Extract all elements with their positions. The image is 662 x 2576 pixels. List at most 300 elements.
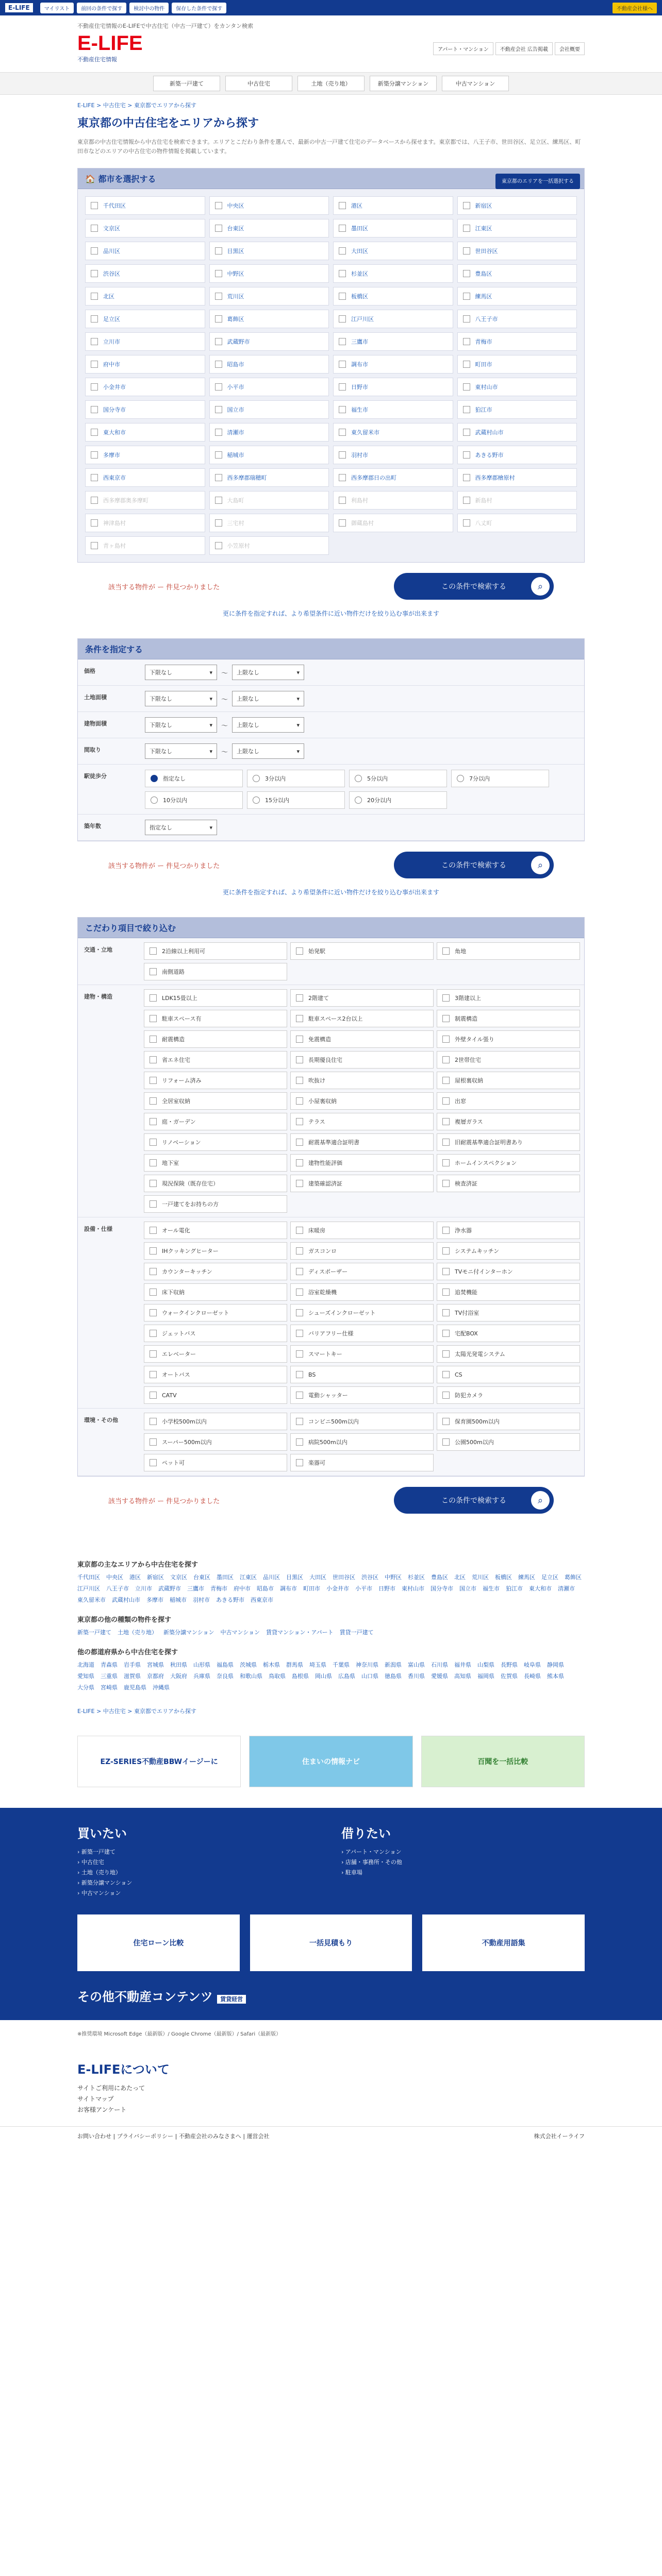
link-item[interactable]: 宮城県 bbox=[147, 1662, 164, 1669]
prev-cond-button[interactable]: 前回の条件で探す bbox=[77, 3, 126, 13]
link-item[interactable]: 東久留米市 bbox=[77, 1597, 106, 1604]
checkbox[interactable] bbox=[150, 1289, 157, 1296]
checkbox[interactable] bbox=[150, 947, 157, 955]
search-button[interactable]: この条件で検索する ⌕ bbox=[394, 1487, 554, 1514]
city-option[interactable] bbox=[333, 310, 453, 328]
link-item[interactable]: 新築一戸建て bbox=[77, 1629, 111, 1636]
city-option[interactable] bbox=[333, 332, 453, 351]
other-badge[interactable]: 賃貸経営 bbox=[217, 1995, 246, 2004]
checkbox[interactable] bbox=[463, 383, 470, 391]
checkbox[interactable] bbox=[91, 202, 98, 209]
checkbox[interactable] bbox=[296, 1118, 303, 1125]
feature-checkbox[interactable] bbox=[437, 1345, 580, 1363]
checkbox[interactable] bbox=[442, 947, 450, 955]
checkbox[interactable] bbox=[296, 1180, 303, 1187]
city-option[interactable] bbox=[209, 536, 329, 555]
checkbox[interactable] bbox=[91, 247, 98, 255]
city-option[interactable] bbox=[457, 514, 577, 532]
checkbox[interactable] bbox=[150, 1418, 157, 1425]
checkbox[interactable] bbox=[296, 1438, 303, 1446]
feature-checkbox[interactable] bbox=[144, 1263, 287, 1280]
feature-checkbox[interactable] bbox=[144, 1175, 287, 1192]
nav-new-mansion[interactable]: 新築分譲マンション bbox=[370, 76, 437, 91]
link-item[interactable]: 調布市 bbox=[280, 1585, 297, 1592]
checkbox[interactable] bbox=[463, 202, 470, 209]
link-item[interactable]: 渋谷区 bbox=[361, 1574, 378, 1581]
checkbox[interactable] bbox=[442, 1227, 450, 1234]
link-item[interactable]: 江東区 bbox=[240, 1574, 257, 1581]
checkbox[interactable] bbox=[442, 1056, 450, 1063]
feature-checkbox[interactable] bbox=[437, 1242, 580, 1260]
checkbox[interactable] bbox=[296, 994, 303, 1002]
checkbox[interactable] bbox=[442, 1139, 450, 1146]
feature-checkbox[interactable] bbox=[437, 1413, 580, 1430]
checkbox[interactable] bbox=[215, 542, 222, 549]
checkbox[interactable] bbox=[296, 1350, 303, 1358]
feature-checkbox[interactable] bbox=[144, 1051, 287, 1069]
nav-new-house[interactable]: 新築一戸建て bbox=[153, 76, 220, 91]
link-item[interactable]: 世田谷区 bbox=[333, 1574, 355, 1581]
link-item[interactable]: 青梅市 bbox=[210, 1585, 227, 1592]
city-option[interactable] bbox=[457, 264, 577, 283]
feature-checkbox[interactable] bbox=[144, 1433, 287, 1451]
city-option[interactable] bbox=[457, 355, 577, 374]
min-select[interactable] bbox=[145, 691, 217, 706]
walk-option[interactable] bbox=[145, 770, 243, 787]
city-option[interactable] bbox=[333, 264, 453, 283]
checkbox[interactable] bbox=[339, 247, 346, 255]
link-item[interactable]: 滋賀県 bbox=[124, 1673, 141, 1680]
link-item[interactable]: 足立区 bbox=[541, 1574, 558, 1581]
checkbox[interactable] bbox=[463, 225, 470, 232]
checkbox[interactable] bbox=[150, 1056, 157, 1063]
checkbox[interactable] bbox=[463, 315, 470, 323]
feature-checkbox[interactable] bbox=[290, 1072, 434, 1089]
feature-checkbox[interactable] bbox=[290, 1283, 434, 1301]
checkbox[interactable] bbox=[339, 315, 346, 323]
link-item[interactable]: あきる野市 bbox=[216, 1597, 244, 1604]
checkbox[interactable] bbox=[296, 1392, 303, 1399]
feature-checkbox[interactable] bbox=[144, 1113, 287, 1130]
link-item[interactable]: 武蔵村山市 bbox=[112, 1597, 140, 1604]
link-item[interactable]: 熊本県 bbox=[547, 1673, 564, 1680]
checkbox[interactable] bbox=[296, 1289, 303, 1296]
checkbox[interactable] bbox=[339, 293, 346, 300]
link-item[interactable]: 北区 bbox=[454, 1574, 466, 1581]
feature-checkbox[interactable] bbox=[144, 1304, 287, 1321]
footer-link[interactable]: › 新築分譲マンション bbox=[77, 1879, 133, 1887]
link-item[interactable]: 新潟県 bbox=[385, 1662, 402, 1669]
checkbox[interactable] bbox=[442, 1159, 450, 1166]
checkbox[interactable] bbox=[463, 270, 470, 277]
checkbox[interactable] bbox=[442, 1268, 450, 1275]
link-item[interactable]: 清瀬市 bbox=[558, 1585, 575, 1592]
feature-checkbox[interactable] bbox=[437, 1263, 580, 1280]
checkbox[interactable] bbox=[150, 968, 157, 975]
feature-checkbox[interactable] bbox=[437, 1283, 580, 1301]
checkbox[interactable] bbox=[463, 361, 470, 368]
city-option[interactable] bbox=[333, 355, 453, 374]
city-option[interactable] bbox=[209, 219, 329, 238]
walk-option[interactable] bbox=[145, 791, 243, 809]
feature-checkbox[interactable] bbox=[144, 1345, 287, 1363]
link-item[interactable]: 千代田区 bbox=[77, 1574, 100, 1581]
checkbox[interactable] bbox=[463, 293, 470, 300]
link-item[interactable]: 高知県 bbox=[454, 1673, 471, 1680]
link-item[interactable]: 鳥取県 bbox=[269, 1673, 286, 1680]
link-item[interactable]: 埼玉県 bbox=[309, 1662, 326, 1669]
feature-checkbox[interactable] bbox=[144, 1386, 287, 1404]
checkbox[interactable] bbox=[463, 338, 470, 345]
banner[interactable]: 住まいの情報ナビ bbox=[249, 1736, 412, 1787]
checkbox[interactable] bbox=[339, 497, 346, 504]
checkbox[interactable] bbox=[91, 451, 98, 459]
checkbox[interactable] bbox=[91, 293, 98, 300]
city-option[interactable] bbox=[85, 219, 205, 238]
feature-checkbox[interactable] bbox=[290, 1010, 434, 1027]
checkbox[interactable] bbox=[91, 429, 98, 436]
checkbox[interactable] bbox=[296, 1418, 303, 1425]
walk-option[interactable] bbox=[247, 791, 345, 809]
city-option[interactable] bbox=[85, 264, 205, 283]
checkbox[interactable] bbox=[296, 1459, 303, 1466]
link-item[interactable]: 台東区 bbox=[193, 1574, 210, 1581]
checkbox[interactable] bbox=[463, 519, 470, 527]
checkbox[interactable] bbox=[215, 247, 222, 255]
city-option[interactable] bbox=[85, 332, 205, 351]
banner[interactable]: 百聞を一括比較 bbox=[421, 1736, 585, 1787]
city-option[interactable] bbox=[457, 242, 577, 260]
link-item[interactable]: 三鷹市 bbox=[187, 1585, 204, 1592]
link-item[interactable]: 沖縄県 bbox=[153, 1684, 170, 1691]
feature-checkbox[interactable] bbox=[290, 1304, 434, 1321]
link-item[interactable]: 目黒区 bbox=[286, 1574, 303, 1581]
footer-link[interactable]: › 新築一戸建て bbox=[77, 1849, 115, 1856]
footer-banner[interactable]: 一括見積もり bbox=[250, 1914, 412, 1971]
link-item[interactable]: 大分県 bbox=[77, 1684, 94, 1691]
feature-checkbox[interactable] bbox=[437, 1113, 580, 1130]
feature-checkbox[interactable] bbox=[437, 1072, 580, 1089]
city-option[interactable] bbox=[333, 378, 453, 396]
feature-checkbox[interactable] bbox=[144, 1325, 287, 1342]
about-link[interactable]: お客様アンケート bbox=[77, 2106, 127, 2114]
checkbox[interactable] bbox=[150, 1159, 157, 1166]
feature-checkbox[interactable] bbox=[290, 1433, 434, 1451]
link-item[interactable]: 北海道 bbox=[77, 1662, 94, 1669]
link-item[interactable]: 賃貸マンション・アパート bbox=[266, 1629, 334, 1636]
checkbox[interactable] bbox=[463, 451, 470, 459]
footer-links[interactable]: お問い合わせ | プライバシーポリシー | 不動産会社のみなさまへ | 運営会社 bbox=[77, 2133, 270, 2140]
max-select[interactable] bbox=[232, 665, 304, 680]
feature-checkbox[interactable] bbox=[290, 1092, 434, 1110]
checkbox[interactable] bbox=[215, 519, 222, 527]
footer-link[interactable]: › 土地（売り地） bbox=[77, 1869, 121, 1876]
feature-checkbox[interactable] bbox=[144, 1154, 287, 1172]
city-option[interactable] bbox=[333, 491, 453, 510]
link-item[interactable]: 板橋区 bbox=[495, 1574, 512, 1581]
link-item[interactable]: 府中市 bbox=[234, 1585, 251, 1592]
link-item[interactable]: 愛媛県 bbox=[431, 1673, 448, 1680]
city-option[interactable] bbox=[209, 196, 329, 215]
link-item[interactable]: 宮崎県 bbox=[101, 1684, 118, 1691]
link-item[interactable]: 武蔵野市 bbox=[158, 1585, 181, 1592]
checkbox[interactable] bbox=[296, 1227, 303, 1234]
checkbox[interactable] bbox=[150, 1459, 157, 1466]
checkbox[interactable] bbox=[150, 1180, 157, 1187]
link-item[interactable]: 香川県 bbox=[408, 1673, 425, 1680]
city-option[interactable] bbox=[85, 400, 205, 419]
checkbox[interactable] bbox=[150, 1097, 157, 1105]
walk-option[interactable] bbox=[349, 791, 447, 809]
checkbox[interactable] bbox=[215, 497, 222, 504]
checkbox[interactable] bbox=[215, 474, 222, 481]
checkbox[interactable] bbox=[296, 1015, 303, 1022]
feature-checkbox[interactable] bbox=[290, 1113, 434, 1130]
feature-checkbox[interactable] bbox=[290, 1345, 434, 1363]
checkbox[interactable] bbox=[91, 519, 98, 527]
feature-checkbox[interactable] bbox=[437, 1366, 580, 1383]
walk-option[interactable] bbox=[247, 770, 345, 787]
feature-checkbox[interactable] bbox=[144, 1133, 287, 1151]
checkbox[interactable] bbox=[215, 293, 222, 300]
link-item[interactable]: 新宿区 bbox=[147, 1574, 164, 1581]
min-select[interactable] bbox=[145, 665, 217, 680]
city-option[interactable] bbox=[85, 310, 205, 328]
feature-checkbox[interactable] bbox=[144, 989, 287, 1007]
checkbox[interactable] bbox=[215, 315, 222, 323]
checkbox[interactable] bbox=[442, 994, 450, 1002]
checkbox[interactable] bbox=[150, 1330, 157, 1337]
link-item[interactable]: 墨田区 bbox=[217, 1574, 234, 1581]
link-item[interactable]: 江戸川区 bbox=[77, 1585, 100, 1592]
city-option[interactable] bbox=[333, 287, 453, 306]
checkbox[interactable] bbox=[150, 1139, 157, 1146]
city-option[interactable] bbox=[209, 264, 329, 283]
checkbox[interactable] bbox=[339, 429, 346, 436]
city-option[interactable] bbox=[457, 446, 577, 464]
link-item[interactable]: 茨城県 bbox=[240, 1662, 257, 1669]
link-item[interactable]: 国分寺市 bbox=[431, 1585, 453, 1592]
feature-checkbox[interactable] bbox=[290, 1030, 434, 1048]
checkbox[interactable] bbox=[150, 1118, 157, 1125]
link-item[interactable]: 福生市 bbox=[483, 1585, 500, 1592]
feature-checkbox[interactable] bbox=[144, 1222, 287, 1239]
nav-used-house[interactable]: 中古住宅 bbox=[225, 76, 292, 91]
feature-checkbox[interactable] bbox=[437, 1010, 580, 1027]
link-item[interactable]: 栃木県 bbox=[263, 1662, 280, 1669]
link-item[interactable]: 岩手県 bbox=[124, 1662, 141, 1669]
feature-checkbox[interactable] bbox=[290, 1413, 434, 1430]
checkbox[interactable] bbox=[296, 1268, 303, 1275]
checkbox[interactable] bbox=[442, 1077, 450, 1084]
city-option[interactable] bbox=[457, 287, 577, 306]
city-option[interactable] bbox=[209, 378, 329, 396]
min-select[interactable] bbox=[145, 717, 217, 733]
checkbox[interactable] bbox=[463, 474, 470, 481]
header-link[interactable]: 会社概要 bbox=[555, 42, 585, 55]
search-button[interactable]: この条件で検索する ⌕ bbox=[394, 852, 554, 878]
city-option[interactable] bbox=[333, 400, 453, 419]
city-option[interactable] bbox=[457, 491, 577, 510]
link-item[interactable]: 愛知県 bbox=[77, 1673, 94, 1680]
checkbox[interactable] bbox=[442, 1438, 450, 1446]
feature-checkbox[interactable] bbox=[437, 1051, 580, 1069]
about-link[interactable]: サイトマップ bbox=[77, 2095, 114, 2103]
link-item[interactable]: 鹿児島県 bbox=[124, 1684, 146, 1691]
link-item[interactable]: 広島県 bbox=[338, 1673, 355, 1680]
checkbox[interactable] bbox=[296, 1077, 303, 1084]
link-item[interactable]: 山形県 bbox=[193, 1662, 210, 1669]
city-option[interactable] bbox=[85, 423, 205, 442]
checkbox[interactable] bbox=[91, 225, 98, 232]
checkbox[interactable] bbox=[296, 1036, 303, 1043]
link-item[interactable]: 狛江市 bbox=[506, 1585, 523, 1592]
footer-banner[interactable]: 不動産用語集 bbox=[422, 1914, 585, 1971]
link-item[interactable]: 荒川区 bbox=[472, 1574, 489, 1581]
city-option[interactable] bbox=[209, 287, 329, 306]
link-item[interactable]: 秋田県 bbox=[170, 1662, 187, 1669]
city-option[interactable] bbox=[85, 287, 205, 306]
checkbox[interactable] bbox=[91, 383, 98, 391]
link-item[interactable]: 新築分譲マンション bbox=[163, 1629, 214, 1636]
header-link[interactable]: 不動産会社 広告掲載 bbox=[495, 42, 553, 55]
link-item[interactable]: 静岡県 bbox=[547, 1662, 564, 1669]
link-item[interactable]: 福島県 bbox=[217, 1662, 234, 1669]
checkbox[interactable] bbox=[215, 270, 222, 277]
link-item[interactable]: 奈良県 bbox=[217, 1673, 234, 1680]
link-item[interactable]: 日野市 bbox=[378, 1585, 395, 1592]
feature-checkbox[interactable] bbox=[437, 1133, 580, 1151]
link-item[interactable]: 千葉県 bbox=[333, 1662, 350, 1669]
saved-cond-button[interactable]: 保存した条件で探す bbox=[172, 3, 226, 13]
city-option[interactable] bbox=[209, 446, 329, 464]
feature-checkbox[interactable] bbox=[437, 1092, 580, 1110]
max-select[interactable] bbox=[232, 717, 304, 733]
feature-checkbox[interactable] bbox=[290, 1454, 434, 1471]
checkbox[interactable] bbox=[442, 1309, 450, 1316]
feature-checkbox[interactable] bbox=[290, 942, 434, 960]
checkbox[interactable] bbox=[339, 383, 346, 391]
link-item[interactable]: 小金井市 bbox=[326, 1585, 349, 1592]
checkbox[interactable] bbox=[150, 1015, 157, 1022]
banner[interactable]: EZ-SERIES不動産BBWイージーに bbox=[77, 1736, 241, 1787]
checkbox[interactable] bbox=[442, 1015, 450, 1022]
footer-link[interactable]: › 店舗・事務所・その他 bbox=[341, 1859, 402, 1866]
link-item[interactable]: 中古マンション bbox=[220, 1629, 260, 1636]
link-item[interactable]: 東村山市 bbox=[402, 1585, 424, 1592]
feature-checkbox[interactable] bbox=[144, 942, 287, 960]
city-option[interactable] bbox=[457, 196, 577, 215]
link-item[interactable]: 京都府 bbox=[147, 1673, 164, 1680]
checkbox[interactable] bbox=[91, 361, 98, 368]
checkbox[interactable] bbox=[296, 1309, 303, 1316]
feature-checkbox[interactable] bbox=[290, 1263, 434, 1280]
city-option[interactable] bbox=[209, 242, 329, 260]
city-option[interactable] bbox=[457, 400, 577, 419]
link-item[interactable]: 山口県 bbox=[361, 1673, 378, 1680]
feature-checkbox[interactable] bbox=[437, 1433, 580, 1451]
checkbox[interactable] bbox=[296, 1371, 303, 1378]
link-item[interactable]: 立川市 bbox=[135, 1585, 152, 1592]
link-item[interactable]: 葛飾区 bbox=[565, 1574, 582, 1581]
checkbox[interactable] bbox=[442, 1097, 450, 1105]
feature-checkbox[interactable] bbox=[290, 989, 434, 1007]
checkbox[interactable] bbox=[463, 429, 470, 436]
feature-checkbox[interactable] bbox=[144, 1195, 287, 1213]
checkbox[interactable] bbox=[442, 1036, 450, 1043]
checkbox[interactable] bbox=[339, 225, 346, 232]
city-option[interactable] bbox=[209, 355, 329, 374]
link-item[interactable]: 福井県 bbox=[454, 1662, 471, 1669]
link-item[interactable]: 町田市 bbox=[303, 1585, 320, 1592]
nav-land[interactable]: 土地（売り地） bbox=[297, 76, 365, 91]
checkbox[interactable] bbox=[296, 1159, 303, 1166]
link-item[interactable]: 大田区 bbox=[309, 1574, 326, 1581]
link-item[interactable]: 文京区 bbox=[170, 1574, 187, 1581]
checkbox[interactable] bbox=[339, 338, 346, 345]
feature-checkbox[interactable] bbox=[437, 942, 580, 960]
feature-checkbox[interactable] bbox=[437, 1154, 580, 1172]
city-option[interactable] bbox=[333, 446, 453, 464]
checkbox[interactable] bbox=[215, 338, 222, 345]
link-item[interactable]: 羽村市 bbox=[193, 1597, 210, 1604]
agent-badge[interactable]: 不動産会社様へ bbox=[613, 3, 657, 13]
checkbox[interactable] bbox=[150, 1371, 157, 1378]
checkbox[interactable] bbox=[296, 947, 303, 955]
checkbox[interactable] bbox=[215, 225, 222, 232]
city-option[interactable] bbox=[209, 491, 329, 510]
checkbox[interactable] bbox=[215, 383, 222, 391]
link-item[interactable]: 富山県 bbox=[408, 1662, 425, 1669]
feature-checkbox[interactable] bbox=[144, 1366, 287, 1383]
checkbox[interactable] bbox=[150, 1227, 157, 1234]
considering-button[interactable]: 検討中の物件 bbox=[129, 3, 169, 13]
checkbox[interactable] bbox=[215, 202, 222, 209]
checkbox[interactable] bbox=[215, 361, 222, 368]
feature-checkbox[interactable] bbox=[437, 1304, 580, 1321]
checkbox[interactable] bbox=[91, 474, 98, 481]
link-item[interactable]: 徳島県 bbox=[385, 1673, 402, 1680]
feature-checkbox[interactable] bbox=[437, 1325, 580, 1342]
feature-checkbox[interactable] bbox=[290, 1175, 434, 1192]
feature-checkbox[interactable] bbox=[144, 963, 287, 980]
checkbox[interactable] bbox=[339, 474, 346, 481]
checkbox[interactable] bbox=[442, 1289, 450, 1296]
checkbox[interactable] bbox=[150, 1036, 157, 1043]
feature-checkbox[interactable] bbox=[437, 1222, 580, 1239]
checkbox[interactable] bbox=[339, 451, 346, 459]
city-option[interactable] bbox=[457, 378, 577, 396]
checkbox[interactable] bbox=[442, 1118, 450, 1125]
checkbox[interactable] bbox=[296, 1097, 303, 1105]
checkbox[interactable] bbox=[339, 270, 346, 277]
city-option[interactable] bbox=[85, 468, 205, 487]
feature-checkbox[interactable] bbox=[290, 1325, 434, 1342]
city-option[interactable] bbox=[209, 400, 329, 419]
breadcrumb-bottom[interactable]: E-LIFE > 中古住宅 > 東京都でエリアから探す bbox=[77, 1708, 196, 1715]
link-item[interactable]: 島根県 bbox=[292, 1673, 309, 1680]
city-option[interactable] bbox=[85, 378, 205, 396]
max-select[interactable] bbox=[232, 743, 304, 759]
checkbox[interactable] bbox=[150, 1350, 157, 1358]
link-item[interactable]: 佐賀県 bbox=[501, 1673, 518, 1680]
footer-link[interactable]: › 中古マンション bbox=[77, 1890, 121, 1897]
link-item[interactable]: 練馬区 bbox=[518, 1574, 535, 1581]
city-option[interactable] bbox=[85, 514, 205, 532]
checkbox[interactable] bbox=[442, 1330, 450, 1337]
city-option[interactable] bbox=[85, 446, 205, 464]
link-item[interactable]: 群馬県 bbox=[286, 1662, 303, 1669]
